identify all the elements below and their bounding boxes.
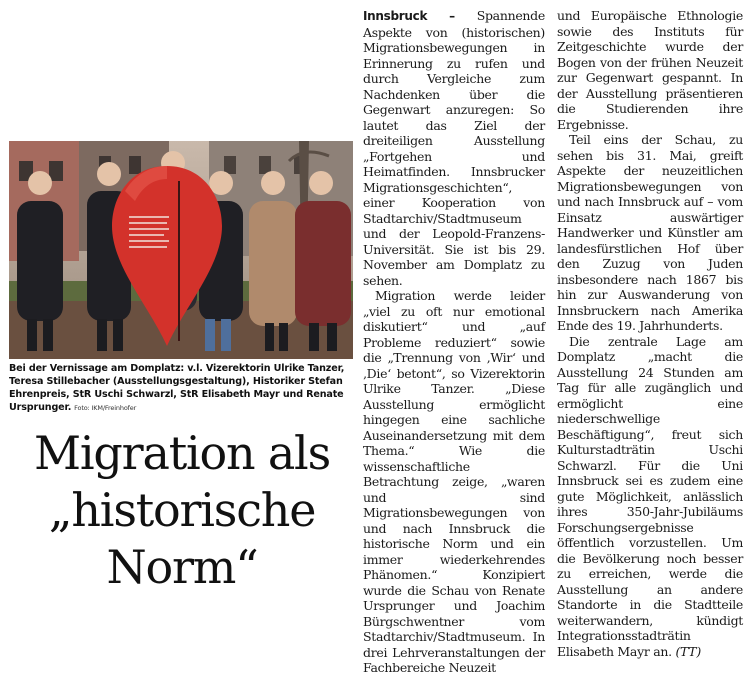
photo-credit: Foto: IKM/Freinhofer xyxy=(74,404,137,412)
headline-line-2: „historische xyxy=(48,483,316,537)
article-column-1 xyxy=(363,8,545,676)
article-column-2 xyxy=(557,8,743,659)
photo-group-red-pin-sculpture-icon xyxy=(9,141,353,359)
headline xyxy=(9,425,355,596)
article-paragraph-2-continued: und Europäische Ethnologie sowie des Instituts für Zeitgeschichte wurde der Bogen von der frühen Neuzeit zur Gegenwart gespannt. In der Ausstellung präsentieren die Studierenden ihre Ergebnisse. xyxy=(557,8,743,132)
article-paragraph-2: Migration werde leider „viel zu oft nur emotional diskutiert“ und „auf Probleme reduziert“ sowie die „Trennung von ‚Wir‘ und ‚Die‘ betont“, so Vizerektorin Ulrike Tanzer. „Diese Ausstellung ermöglicht hingegen eine sachliche Auseinandersetzung mit dem Thema.“ Wie die wissenschaftliche Betrachtung zeige, „waren und sind Migrationsbewegungen von und nach Innsbruck die historische Norm und ein immer wiederkehrendes Phänomen.“ Konzipiert wurde die Schau von Renate Ursprunger und Joachim Bürgschwentner vom Stadtarchiv/Stadtmuseum. In drei Lehrveranstaltungen der Fachbereiche Neuzeit xyxy=(363,288,545,675)
dateline: Innsbruck – xyxy=(363,9,477,23)
headline-line-3: Norm“ xyxy=(106,540,258,594)
article-paragraph-1-text: Spannende Aspekte von (historischen) Migrationsbewegungen in Erinnerung zu rufen und durch Vergleiche zum Nachdenken über die Gegenwart anzuregen: So lautet das Ziel der dreiteiligen Ausstellung „Fortgehen und Heimatfinden. Innsbrucker Migrationsgeschichten“, einer Kooperation von Stadtarchiv/Stadtmuseum und der Leopold-Franzens-Universität. Sie ist bis 29. November am Domplatz zu sehen. xyxy=(363,8,545,288)
headline-line-1: Migration als xyxy=(34,426,330,480)
caption-text: Bei der Vernissage am Domplatz: v.l. Vizerektorin Ulrike Tanzer, Teresa Stillebacher (Ausstellungsgestaltung), Historiker Stefan Ehrenpreis, StR Uschi Schwarzl, StR Elisabeth Mayr und Renate Ursprunger. xyxy=(9,363,345,413)
photo-caption xyxy=(9,362,355,415)
article-photo xyxy=(9,141,353,359)
article-paragraph-4 xyxy=(557,334,743,660)
article-paragraph-3: Teil eins der Schau, zu sehen bis 31. Mai, greift Aspekte der neuzeitlichen Migrationsbewegungen von und nach Innsbruck auf – vom Einsatz auswärtiger Handwerker und Künstler am landesfürstlichen Hof über den Zuzug von Juden insbesondere nach 1867 bis hin zur Auswanderung von Innsbruckern nach Amerika Ende des 19. Jahrhunderts. xyxy=(557,132,743,333)
author-sign: (TT) xyxy=(671,643,701,659)
article-paragraph-4-text: Die zentrale Lage am Domplatz „macht die Ausstellung 24 Stunden am Tag für alle zugänglich und ermöglicht eine niederschwellige Beschäftigung“, freut sich Kulturstadträtin Uschi Schwarzl. Für die Uni Innsbruck sei es zudem eine gute Möglichkeit, anlässlich ihres 350-Jahr-Jubiläums Forschungsergebnisse öffentlich vorzustellen. Um die Bevölkerung noch besser zu erreichen, werde die Ausstellung an andere Standorte in die Stadtteile weiterwandern, kündigt Integrationsstadträtin Elisabeth Mayr an. xyxy=(557,333,743,659)
article-paragraph-1 xyxy=(363,8,545,288)
